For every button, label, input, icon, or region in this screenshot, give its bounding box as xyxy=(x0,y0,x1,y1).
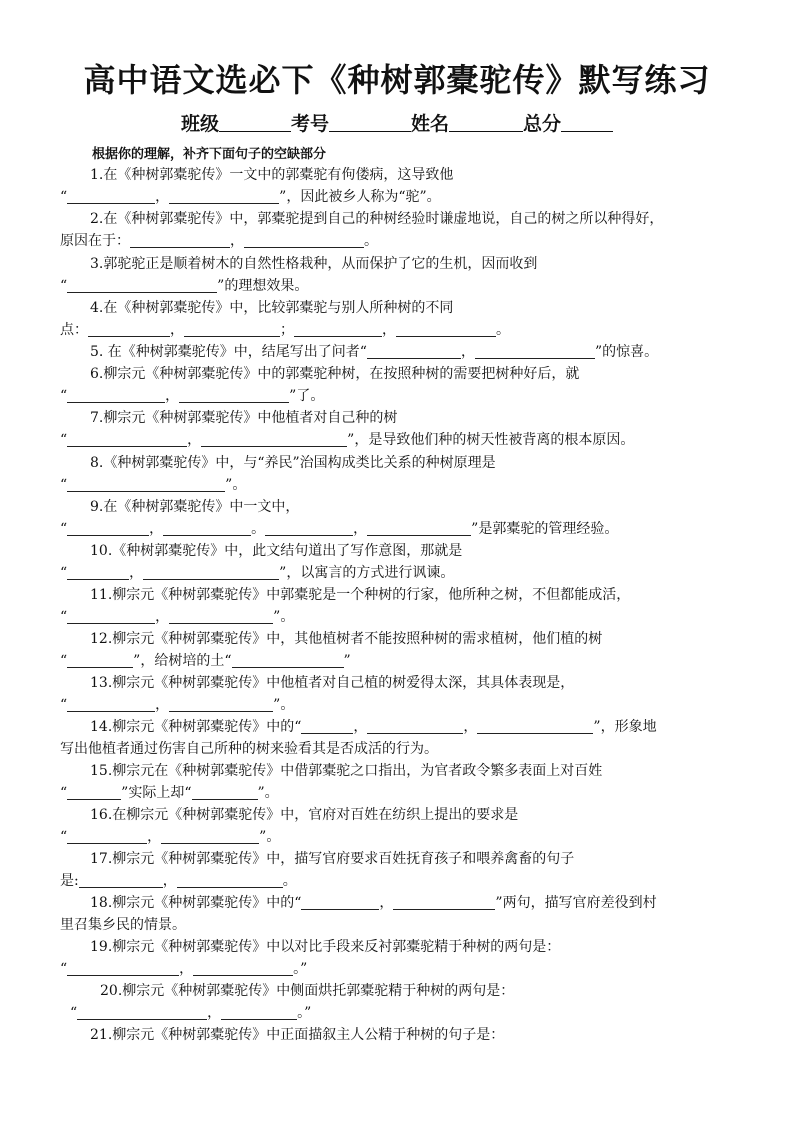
question-16-line-2: “ ， ”。 xyxy=(60,829,281,845)
question-14-line-2: 写出他植者通过伤害自己所种的树来验看其是否成活的行为。 xyxy=(60,741,438,757)
question-10-line-1: 10.《种树郭橐驼传》中，此文结句道出了写作意图，那就是 xyxy=(90,543,463,559)
question-18-line-1: 18.柳宗元《种树郭橐驼传》中的“ ， ”两句，描写官府差役到村 xyxy=(90,895,657,911)
question-5-line-1: 5. 在《种树郭橐驼传》中，结尾写出了问者“ ， ”的惊喜。 xyxy=(90,344,659,360)
name-label: 姓名 xyxy=(411,113,450,135)
answer-blank[interactable] xyxy=(67,608,155,624)
answer-blank[interactable] xyxy=(393,894,495,910)
answer-blank[interactable] xyxy=(67,564,129,580)
question-16-line-1: 16.在柳宗元《种树郭橐驼传》中，官府对百姓在纺织上提出的要求是 xyxy=(90,807,519,823)
answer-blank[interactable] xyxy=(367,520,471,536)
answer-blank[interactable] xyxy=(265,520,353,536)
exam-no-label: 考号 xyxy=(290,113,329,135)
question-20-line-1: 20.柳宗元《种树郭橐驼传》中侧面烘托郭橐驼精于种树的两句是： xyxy=(100,983,515,999)
answer-blank[interactable] xyxy=(67,784,121,800)
question-6-line-2: “ ， ”了。 xyxy=(60,388,325,404)
answer-blank[interactable] xyxy=(143,564,279,580)
question-21-line-1: 21.柳宗元《种树郭橐驼传》中正面描叙主人公精于种树的句子是： xyxy=(90,1027,505,1043)
answer-blank[interactable] xyxy=(179,387,289,403)
answer-blank[interactable] xyxy=(77,1004,207,1020)
question-11-line-2: “ ， ”。 xyxy=(60,609,295,625)
question-13-line-2: “ ， ”。 xyxy=(60,697,295,713)
question-6-line-1: 6.柳宗元《种树郭橐驼传》中的郭橐驼种树，在按照种树的需要把树种好后，就 xyxy=(90,366,580,382)
answer-blank[interactable] xyxy=(161,828,259,844)
answer-blank[interactable] xyxy=(79,872,163,888)
question-10-line-2: “ ， ”，以寓言的方式进行讽谏。 xyxy=(60,565,455,581)
answer-blank[interactable] xyxy=(177,872,283,888)
question-2-line-1: 2.在《种树郭橐驼传》中，郭橐驼提到自己的种树经验时谦虚地说，自己的树之所以种得好， xyxy=(90,211,664,227)
question-2-line-2: 原因在于： ， 。 xyxy=(60,233,378,249)
question-8-line-2: “ ”。 xyxy=(60,477,247,493)
question-17-line-2: 是: ， 。 xyxy=(60,873,297,889)
answer-blank[interactable] xyxy=(67,520,149,536)
score-label: 总分 xyxy=(523,113,562,135)
answer-blank[interactable] xyxy=(169,696,273,712)
answer-blank[interactable] xyxy=(67,696,155,712)
score-blank[interactable] xyxy=(561,111,613,132)
question-15-line-1: 15.柳宗元在《种树郭橐驼传》中借郭橐驼之口指出，为官者政令繁多表面上对百姓 xyxy=(90,763,603,779)
question-11-line-1: 11.柳宗元《种树郭橐驼传》中郭橐驼是一个种树的行家，他所种之树，不但都能成活， xyxy=(90,587,631,603)
question-12-line-1: 12.柳宗元《种树郭橐驼传》中，其他植树者不能按照种树的需求植树，他们植的树 xyxy=(90,631,603,647)
answer-blank[interactable] xyxy=(396,321,496,337)
answer-blank[interactable] xyxy=(301,718,353,734)
answer-blank[interactable] xyxy=(67,476,225,492)
question-20-line-2: “ ， 。” xyxy=(70,1005,312,1021)
question-9-line-1: 9.在《种树郭橐驼传》中一文中， xyxy=(90,499,300,515)
answer-blank[interactable] xyxy=(477,718,593,734)
student-info-row xyxy=(0,110,794,138)
question-17-line-1: 17.柳宗元《种树郭橐驼传》中，描写官府要求百姓抚育孩子和喂养禽畜的句子 xyxy=(90,851,575,867)
question-4-line-2: 点： ， ； ， 。 xyxy=(60,322,510,338)
name-blank[interactable] xyxy=(449,111,523,132)
answer-blank[interactable] xyxy=(163,520,251,536)
answer-blank[interactable] xyxy=(192,784,258,800)
answer-blank[interactable] xyxy=(67,277,217,293)
question-4-line-1: 4.在《种树郭橐驼传》中，比较郭橐驼与别人所种树的不同 xyxy=(90,300,454,316)
question-19-line-1: 19.柳宗元《种树郭橐驼传》中以对比手段来反衬郭橐驼精于种树的两句是： xyxy=(90,939,561,955)
answer-blank[interactable] xyxy=(301,894,379,910)
question-13-line-1: 13.柳宗元《种树郭橐驼传》中他植者对自己植的树爱得太深，其具体表现是， xyxy=(90,675,575,691)
question-14-line-1: 14.柳宗元《种树郭橐驼传》中的“ ， ， ”，形象地 xyxy=(90,719,657,735)
question-15-line-2: “ ”实际上却“ ”。 xyxy=(60,785,279,801)
answer-blank[interactable] xyxy=(67,828,147,844)
answer-blank[interactable] xyxy=(67,188,155,204)
answer-blank[interactable] xyxy=(294,321,382,337)
question-8-line-1: 8.《种树郭橐驼传》中，与“养民”治国构成类比关系的种树原理是 xyxy=(90,455,496,471)
answer-blank[interactable] xyxy=(67,652,133,668)
answer-blank[interactable] xyxy=(232,652,344,668)
exam-no-blank[interactable] xyxy=(329,111,411,132)
answer-blank[interactable] xyxy=(67,960,179,976)
question-12-line-2: “ ”，给树培的土“ ” xyxy=(60,653,351,669)
answer-blank[interactable] xyxy=(201,431,347,447)
answer-blank[interactable] xyxy=(367,343,461,359)
answer-blank[interactable] xyxy=(475,343,595,359)
question-1-line-1: 1.在《种树郭橐驼传》一文中的郭橐驼有佝偻病，这导致他 xyxy=(90,167,454,183)
answer-blank[interactable] xyxy=(169,608,273,624)
question-18-line-2: 里召集乡民的情景。 xyxy=(60,917,186,933)
answer-blank[interactable] xyxy=(169,188,279,204)
question-1-line-2: “ ， ”，因此被乡人称为“驼”。 xyxy=(60,189,441,205)
instruction: 根据你的理解，补齐下面句子的空缺部分 xyxy=(92,147,327,162)
answer-blank[interactable] xyxy=(130,232,230,248)
class-label: 班级 xyxy=(180,113,219,135)
question-19-line-2: “ ， 。” xyxy=(60,961,308,977)
question-7-line-2: “ ， ”，是导致他们种的树天性被背离的根本原因。 xyxy=(60,432,635,448)
question-7-line-1: 7.柳宗元《种树郭橐驼传》中他植者对自己种的树 xyxy=(90,410,398,426)
question-3-line-2: “ ”的理想效果。 xyxy=(60,278,309,294)
answer-blank[interactable] xyxy=(67,387,165,403)
question-9-line-2: “ ， 。 ， ”是郭橐驼的管理经验。 xyxy=(60,521,619,537)
page-title: 高中语文选必下《种树郭橐驼传》默写练习 xyxy=(83,61,711,99)
question-3-line-1: 3.郭驼驼正是顺着树木的自然性格栽种，从而保护了它的生机，因而收到 xyxy=(90,256,538,272)
answer-blank[interactable] xyxy=(367,718,463,734)
answer-blank[interactable] xyxy=(244,232,364,248)
class-blank[interactable] xyxy=(219,111,291,132)
answer-blank[interactable] xyxy=(221,1004,297,1020)
answer-blank[interactable] xyxy=(88,321,170,337)
answer-blank[interactable] xyxy=(67,431,187,447)
answer-blank[interactable] xyxy=(193,960,293,976)
answer-blank[interactable] xyxy=(184,321,280,337)
